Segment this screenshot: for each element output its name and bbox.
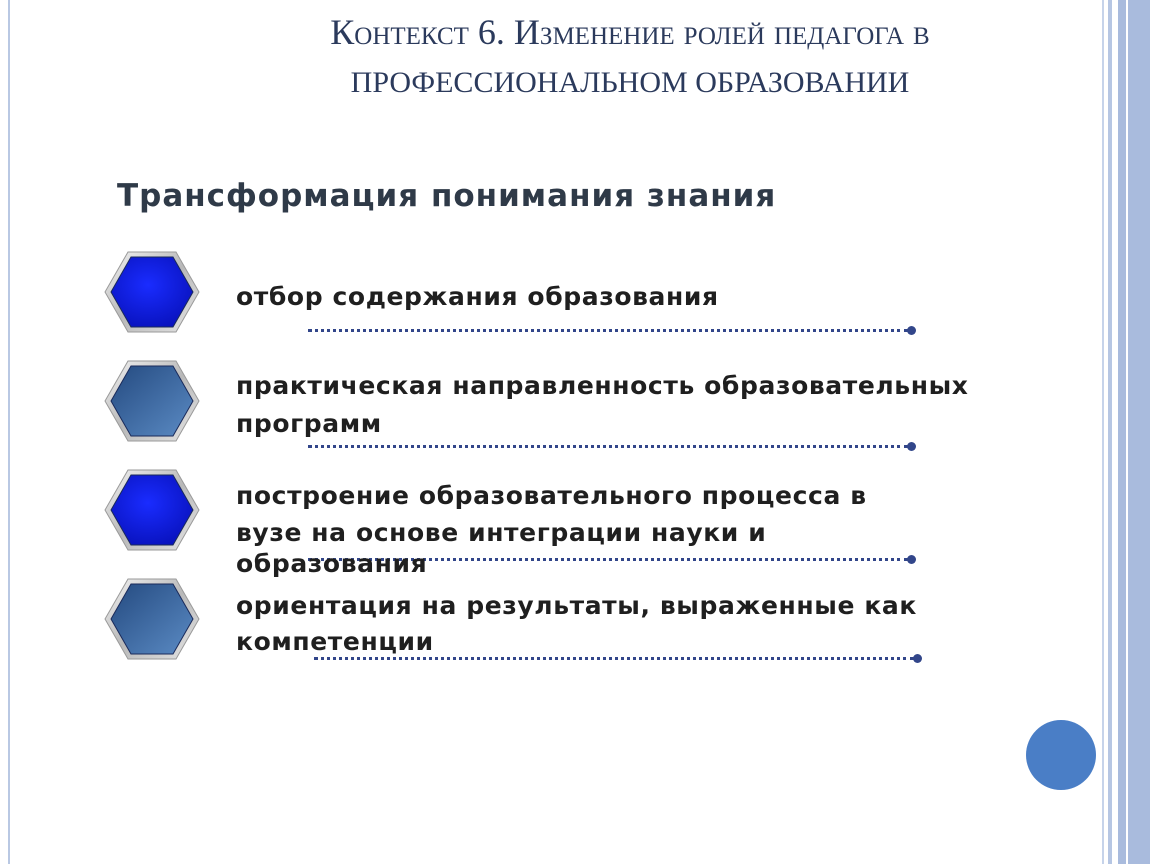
hexagon-bullet-icon (104, 577, 200, 661)
list-item-line: отбор содержания образования (236, 282, 719, 311)
slide-title-line2: ПРОФЕССИОНАЛЬНОМ ОБРАЗОВАНИИ (350, 66, 910, 99)
list-item (236, 278, 719, 316)
list-item (236, 367, 969, 443)
dotted-divider (308, 442, 916, 452)
dotted-divider (314, 654, 922, 664)
hexagon-bullet-icon (104, 250, 200, 334)
hexagon-bullet-icon (104, 359, 200, 443)
dot-end-icon (907, 442, 916, 451)
dotted-line (314, 657, 914, 660)
slide-title-line1: Контекст 6. Изменение ролей педагога в (330, 12, 930, 52)
dot-end-icon (913, 654, 922, 663)
list-item-line: построение образовательного процесса в (236, 481, 867, 510)
list-item (236, 477, 867, 582)
dotted-line (308, 329, 908, 332)
left-border-decoration (0, 0, 14, 864)
list-item-line: компетенции (236, 627, 434, 656)
list-item-line: программ (236, 409, 382, 438)
circle-decoration-icon (1026, 720, 1096, 790)
list-item-line: ориентация на результаты, выраженные как (236, 591, 917, 620)
slide-title (190, 14, 1070, 98)
list-item-line: практическая направленность образовательных (236, 371, 969, 400)
dotted-line (308, 445, 908, 448)
hexagon-bullet-icon (104, 468, 200, 552)
right-border-decoration (1098, 0, 1150, 864)
dot-end-icon (907, 555, 916, 564)
dot-end-icon (907, 326, 916, 335)
dotted-divider (308, 326, 916, 336)
list-item-line: вузе на основе интеграции науки и (236, 518, 767, 547)
slide-subtitle: Трансформация понимания знания (117, 178, 777, 214)
list-item-line: образования (236, 549, 428, 578)
list-item (236, 587, 917, 661)
